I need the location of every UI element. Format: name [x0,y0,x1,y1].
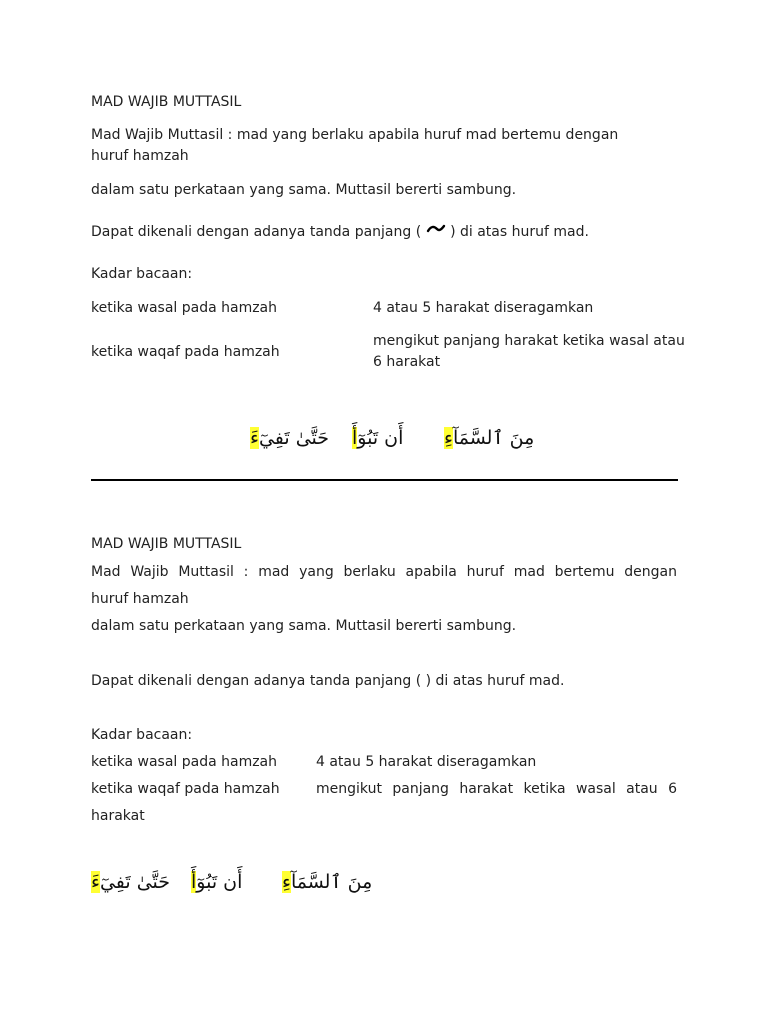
section1-row2-rule-line1: mengikut panjang harakat ketika wasal atau [373,333,685,349]
section2-arabic-example-3 [282,868,372,896]
arabic-highlight: أَ [352,427,358,449]
section1-arabic-example-1 [250,424,329,452]
arabic-highlight: ٓءِ [444,427,453,449]
section2-definition-line2: huruf hamzah [91,591,189,607]
section2-definition-line3: dalam satu perkataan yang sama. Muttasil bererti sambung. [91,618,517,634]
arabic-plain: أَن تَبُوٓ [357,427,404,449]
section1-definition-line3: dalam satu perkataan yang sama. Muttasil bererti sambung. [91,182,517,198]
madda-icon [426,222,446,236]
section1-sign-sentence [91,222,589,243]
section2-row2-rule-cont: harakat [91,808,145,824]
section2-kadar-label: Kadar bacaan: [91,727,193,743]
arabic-plain: حَتَّىٰ تَفِيٓ [99,871,171,893]
arabic-plain: أَن تَبُوٓ [196,871,243,893]
section1-definition-line2: huruf hamzah [91,148,189,164]
section2-row1-rule: 4 atau 5 harakat diseragamkan [316,754,537,770]
arabic-highlight: ٓءِ [282,871,291,893]
section2-row2-rule: mengikut panjang harakat ketika wasal atau 6 [316,781,677,797]
section1-arabic-example-2 [352,424,403,452]
section1-row1-rule: 4 atau 5 harakat diseragamkan [373,300,594,316]
section1-title: MAD WAJIB MUTTASIL [91,94,242,110]
arabic-plain: مِنَ ٱلسَّمَا [452,427,535,449]
section2-definition-line1: Mad Wajib Muttasil : mad yang berlaku apabila huruf mad bertemu dengan [91,564,677,580]
arabic-highlight: ءَ [91,871,100,893]
section1-kadar-label: Kadar bacaan: [91,266,193,282]
section1-sign-suffix: ) di atas huruf mad. [450,224,589,240]
section2-title: MAD WAJIB MUTTASIL [91,536,242,552]
section2-sign-sentence: Dapat dikenali dengan adanya tanda panjang ( ) di atas huruf mad. [91,673,565,689]
section1-arabic-example-3 [444,424,534,452]
arabic-plain: حَتَّىٰ تَفِيٓ [258,427,330,449]
mad-sign-icon [426,222,446,243]
section1-row2-rule-line2: 6 harakat [373,354,441,370]
section2-arabic-example-1 [91,868,170,896]
arabic-highlight: أَ [191,871,197,893]
section2-arabic-example-2 [191,868,242,896]
section2-row1-case: ketika wasal pada hamzah [91,754,278,770]
section1-sign-prefix: Dapat dikenali dengan adanya tanda panjang ( [91,224,422,240]
section1-definition-line1: Mad Wajib Muttasil : mad yang berlaku apabila huruf mad bertemu dengan [91,127,619,143]
section1-row2-case: ketika waqaf pada hamzah [91,344,280,360]
arabic-plain: مِنَ ٱلسَّمَا [290,871,373,893]
section2-row2-case: ketika waqaf pada hamzah [91,781,280,797]
section1-row1-case: ketika wasal pada hamzah [91,300,278,316]
section-divider [91,479,678,481]
arabic-highlight: ءَ [250,427,259,449]
